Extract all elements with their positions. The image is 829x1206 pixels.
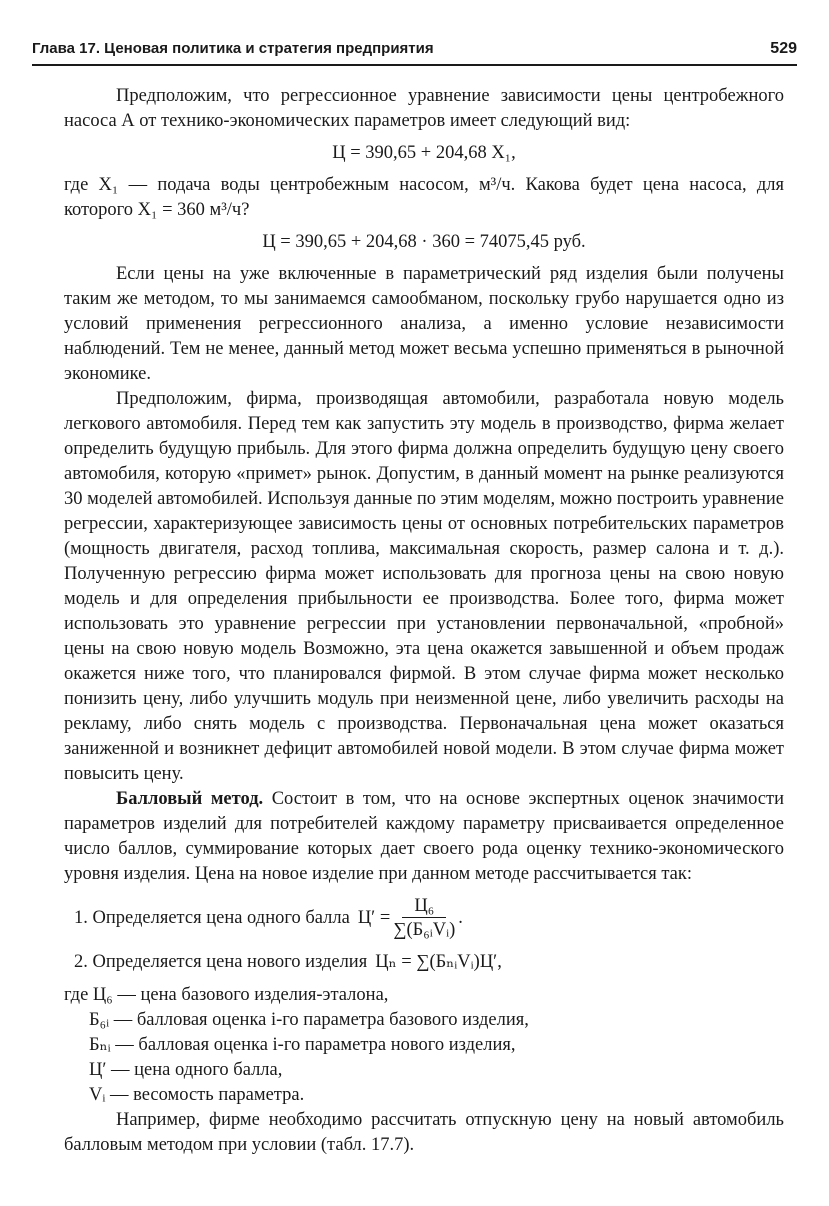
formula-regression: Ц = 390,65 + 204,68 X₁, xyxy=(332,143,516,163)
paragraph-point-method xyxy=(64,787,784,887)
fraction-denominator: ∑(Б₆ᵢVᵢ) xyxy=(393,920,456,940)
definition-new-score: Бₙᵢ — балловая оценка i-го параметра нового изделия, xyxy=(89,1035,516,1055)
term-point-method: Балловый метод. xyxy=(116,789,264,809)
point-price-fraction xyxy=(393,895,455,942)
step-1 xyxy=(74,895,784,942)
definition-point-price: Ц′ — цена одного балла, xyxy=(89,1060,283,1080)
chapter-title: Глава 17. Ценовая политика и стратегия предприятия xyxy=(32,40,434,57)
formula-calculation: Ц = 390,65 + 204,68 · 360 = 74075,45 руб. xyxy=(262,232,586,252)
step-2-formula: Цₙ = ∑(БₙᵢVᵢ)Ц′, xyxy=(375,952,502,972)
definition-base-price: где Ц₆ — цена базового изделия-эталона, xyxy=(64,985,389,1005)
page-body xyxy=(64,84,784,1158)
step-2 xyxy=(74,950,784,975)
step-2-text: 2. Определяется цена нового изделия xyxy=(74,952,368,972)
point-method-description: Состоит в том, что на основе экспертных оценок значимости параметров изделий для потребителей каждому параметру присваивается определенное число баллов, суммирование которых дает своего рода оценку технико-экономического уровня изделия. Цена на новое изделие при данном методе рассчитывается так: xyxy=(64,789,784,884)
definitions-list xyxy=(64,983,784,1108)
paragraph-example-intro: Например, фирме необходимо рассчитать отпускную цену на новый автомобиль балловым методом при условии (табл. 17.7). xyxy=(64,1110,784,1155)
step-1-text: 1. Определяется цена одного балла xyxy=(74,908,350,928)
formula-period: . xyxy=(458,908,463,928)
paragraph-x1-definition: где X₁ — подача воды центробежным насосом, м³/ч. Какова будет цена насоса, для которого X₁ = 360 м³/ч? xyxy=(64,175,784,220)
paragraph-intro: Предположим, что регрессионное уравнение зависимости цены центробежного насоса А от технико-экономических параметров имеет следующий вид: xyxy=(64,86,784,131)
page-number: 529 xyxy=(770,40,797,57)
paragraph-car-example: Предположим, фирма, производящая автомобили, разработала новую модель легкового автомобиля. Перед тем как запустить эту модель в производство, фирма желает определить будущую прибыль. Для этого фирма должна определить будущую цену своего автомобиля, которую «примет» рынок. Допустим, в данный момент на рынке реализуются 30 моделей автомобилей. Используя данные по этим моделям, можно построить уравнение регрессии, характеризующее зависимость цены от основных потребительских параметров (мощность двигателя, расход топлива, максимальная скорость, размер салона и т. д.). Полученную регрессию фирма может использовать для прогноза цены на свою новую модель и для определения прибыльности ее производства. Более того, фирма может использовать это уравнение регрессии при установлении первоначальной, «пробной» цены на свою новую модель Возможно, эта цена окажется завышенной и объем продаж окажется ниже того, что планировался фирмой. В этом случае фирма может несколько понизить цену, либо улучшить модуль при неизменной цене, либо увеличить расходы на рекламу, либо снять модель с производства. Первоначальная цена может оказаться заниженной и возникнет дефицит автомобилей новой модели. В этом случае фирма может повысить цену. xyxy=(64,389,784,784)
fraction-numerator: Ц₆ xyxy=(402,895,446,918)
definition-base-score: Б₆ᵢ — балловая оценка i-го параметра базового изделия, xyxy=(89,1010,529,1030)
running-header xyxy=(32,38,797,66)
definition-weight: Vᵢ — весомость параметра. xyxy=(89,1085,305,1105)
paragraph-self-deception: Если цены на уже включенные в параметрический ряд изделия были получены таким же методом, то мы занимаемся самообманом, поскольку грубо нарушается одно из условий применения регрессионного анализа, а именно условие независимости наблюдений. Тем не менее, данный метод может весьма успешно применяться в рыночной экономике. xyxy=(64,264,784,384)
step-1-formula-lhs: Ц′ = xyxy=(357,908,391,928)
